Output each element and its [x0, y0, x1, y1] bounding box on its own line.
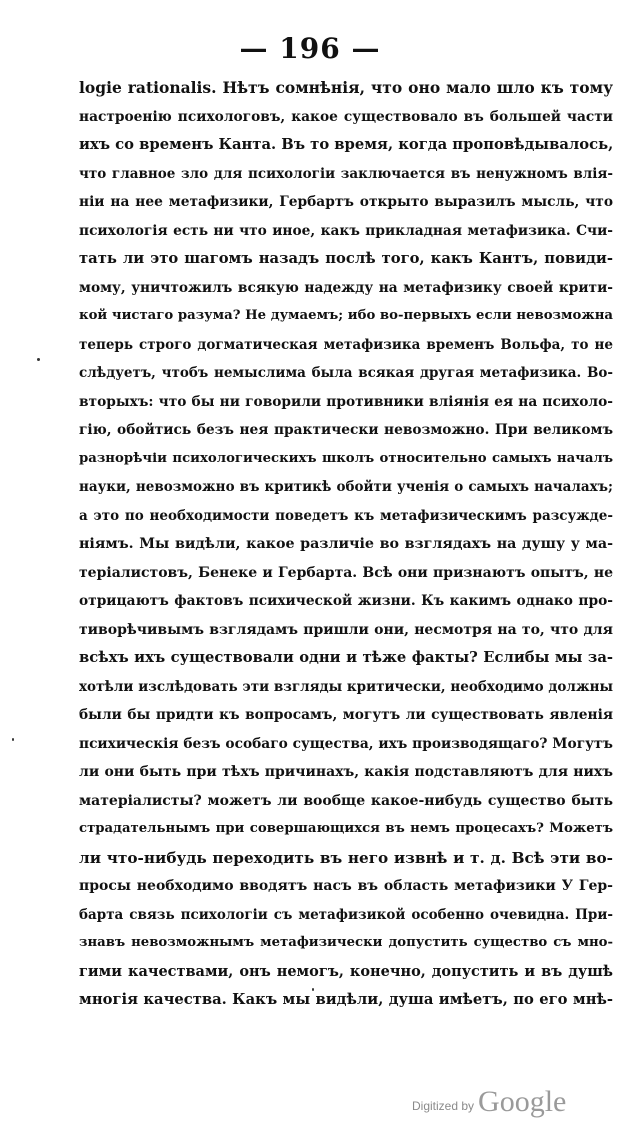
watermark-prefix: Digitized by [412, 1099, 475, 1113]
text-line: настроенію психологовъ, какое существовало въ большей части [79, 108, 613, 125]
text-line: тать ли это шагомъ назадъ послѣ того, какъ Кантъ, повиди- [79, 250, 613, 267]
text-line: были бы придти къ вопросамъ, могутъ ли существовать явленія [79, 707, 613, 723]
text-line: что главное зло для психологіи заключается въ ненужномъ влія- [79, 165, 613, 182]
text-line: тиворѣчивымъ взглядамъ пришли они, несмотря на то, что для [79, 621, 613, 638]
text-line: мому, уничтожилъ всякую надежду на метафизику своей крити- [79, 279, 613, 296]
text-line: ніи на нее метафизики, Гербартъ открыто выразилъ мысль, что [79, 194, 613, 210]
print-speck [312, 988, 314, 991]
text-line: гими качествами, онъ немогъ, конечно, допустить и въ душѣ [79, 962, 613, 980]
digitized-watermark [412, 1083, 566, 1117]
text-line: вторыхъ: что бы ни говорили противники вліянія ея на психоло- [79, 393, 613, 410]
text-line: барта связь психологіи съ метафизикой особенно очевидна. При- [79, 906, 613, 923]
text-line: отрицаютъ фактовъ психической жизни. Къ какимъ однако про- [79, 593, 613, 609]
page-body-text [79, 74, 613, 1015]
text-line: просы необходимо вводятъ насъ въ область метафизики У Гер- [79, 878, 613, 894]
page-number: — 196 — [239, 32, 381, 65]
text-line: многія качества. Какъ мы видѣли, душа имѣетъ, по его мнѣ- [79, 991, 613, 1008]
text-line: ли они быть при тѣхъ причинахъ, какія подставляютъ для нихъ [79, 764, 613, 780]
text-line: слѣдуетъ, чтобъ немыслима была всякая другая метафизика. Во- [79, 365, 613, 381]
text-line: знавъ невозможнымъ метафизически допустить существо съ мно- [79, 935, 613, 950]
text-line: психологія есть ни что иное, какъ прикладная метафизика. Счи- [79, 222, 613, 239]
text-line: разнорѣчіи психологическихъ школъ относительно самыхъ началъ [79, 450, 613, 466]
text-line: науки, невозможно въ критикѣ обойти ученія о самыхъ началахъ; [79, 479, 613, 495]
text-line: logie rationalis. Нѣтъ сомнѣнія, что оно мало шло къ тому [79, 78, 613, 97]
text-line: а это по необходимости поведетъ къ метафизическимъ разсужде- [79, 507, 613, 524]
text-line: всѣхъ ихъ существовали одни и тѣже факты? Еслибы мы за- [79, 649, 613, 666]
text-line: ихъ со временъ Канта. Въ то время, когда проповѣдывалось, [79, 136, 614, 153]
text-line: кой чистаго разума? Не думаемъ; ибо во-первыхъ если невозможна [79, 308, 613, 323]
text-line: ніямъ. Мы видѣли, какое различіе во взглядахъ на душу у ма- [79, 536, 613, 552]
print-speck [37, 358, 40, 361]
google-logo: Google [478, 1085, 567, 1118]
print-speck [12, 738, 14, 741]
text-line: психическія безъ особаго существа, ихъ производящаго? Могутъ [79, 735, 613, 752]
text-line: гію, обойтись безъ нея практически невозможно. При великомъ [79, 422, 613, 438]
text-line: теріалистовъ, Бенеке и Гербарта. Всѣ они признаютъ опытъ, не [79, 564, 613, 581]
text-line: хотѣли изслѣдовать эти взгляды критически, необходимо должны [79, 678, 613, 695]
text-line: страдательнымъ при совершающихся въ немъ процесахъ? Можетъ [79, 821, 613, 836]
text-line: теперь строго догматическая метафизика временъ Вольфа, то не [79, 336, 613, 353]
text-line: ли что-нибудь переходить въ него извнѣ и т. д. Всѣ эти во- [79, 848, 613, 867]
text-line: матеріалисты? можетъ ли вообще какое-нибудь существо быть [79, 792, 613, 809]
